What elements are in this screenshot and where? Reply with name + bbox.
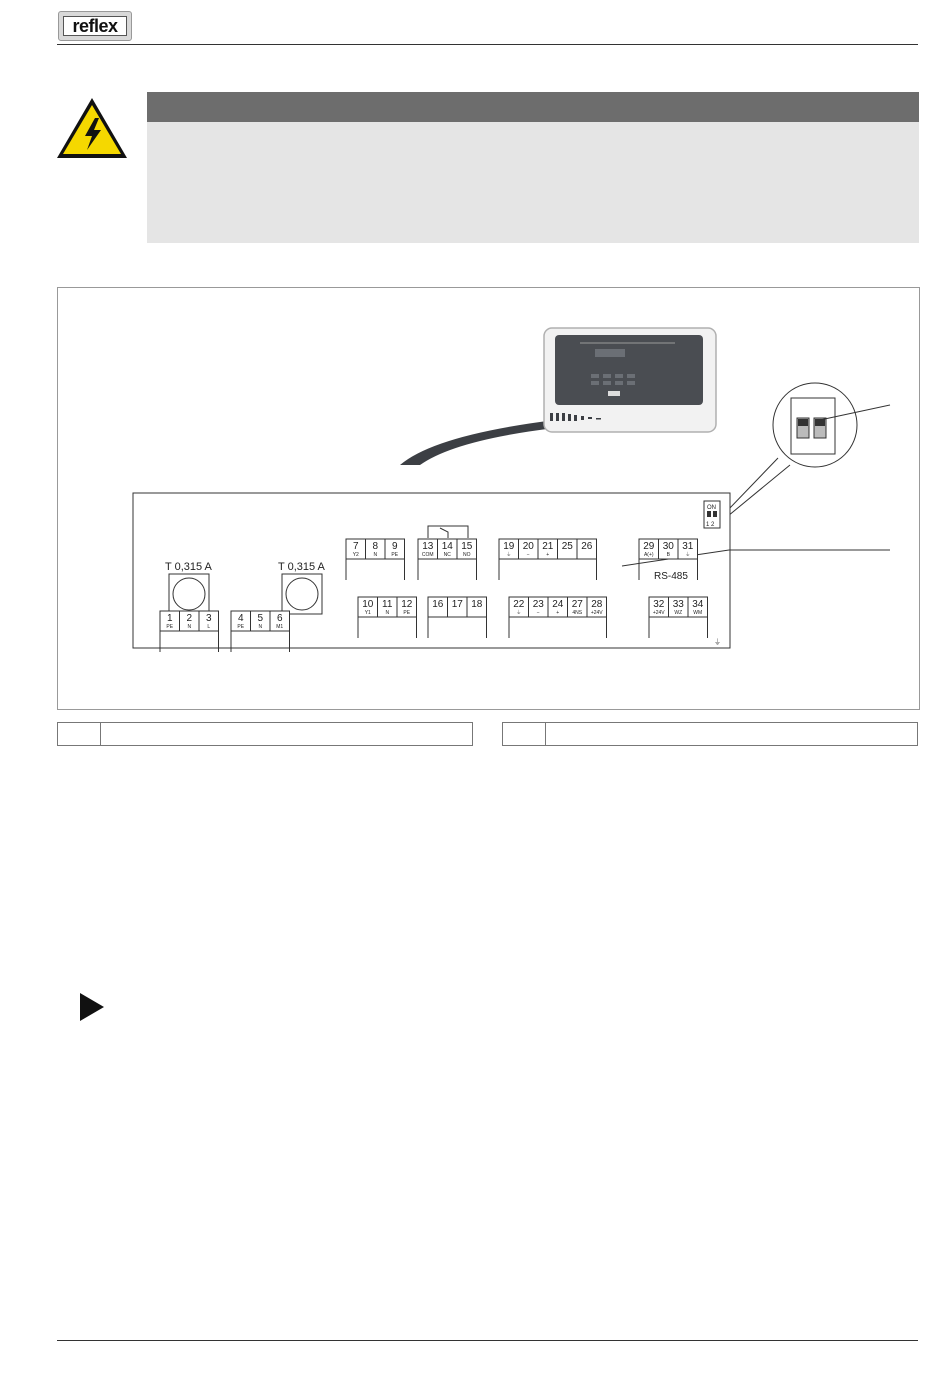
terminal-label: +24V (652, 610, 665, 616)
terminal-label: COM (421, 552, 434, 558)
terminal-number: 33 (672, 599, 684, 610)
fuse-right-label: T 0,315 A (278, 561, 325, 573)
terminal-number: 11 (382, 599, 393, 610)
terminal-number: 4 (237, 613, 244, 624)
terminal-number: 26 (581, 541, 593, 552)
terminal-label: PE (166, 624, 174, 630)
terminal-number: 12 (401, 599, 413, 610)
terminal-label: B (666, 552, 670, 558)
terminal-number: 27 (571, 599, 583, 610)
terminal-label: ⏚ (685, 552, 691, 558)
terminal-label: WZ (674, 610, 683, 616)
terminal-number: 25 (561, 541, 573, 552)
terminal-label: + (556, 610, 560, 616)
terminal-number: 15 (461, 541, 473, 552)
terminal-number: 16 (432, 599, 444, 610)
terminal-label: N (373, 552, 378, 558)
terminal-label: L (207, 624, 211, 630)
terminal-label: N (258, 624, 263, 630)
terminal-number: 31 (682, 541, 694, 552)
ground-symbol: ⏚ (714, 639, 721, 646)
warning-body (147, 122, 919, 243)
terminal-number: 21 (542, 541, 554, 552)
terminal-label: − (536, 610, 540, 616)
terminal-number: 14 (441, 541, 453, 552)
footer-rule (57, 1340, 918, 1341)
terminal-number: 34 (692, 599, 704, 610)
controller-unit-illustration (395, 325, 725, 470)
terminal-label: ⏚ (506, 552, 512, 558)
terminal-label: +24V (590, 610, 603, 616)
terminal-number: 6 (276, 613, 283, 624)
terminal-label: PE (391, 552, 399, 558)
dip-position-label: 1 2 (706, 522, 715, 528)
terminal-label: A(+) (643, 552, 654, 558)
terminal-number: 29 (643, 541, 655, 552)
terminal-label: PE (237, 624, 245, 630)
legend-number (503, 723, 546, 745)
terminal-label: NC (443, 552, 451, 558)
terminal-number: 7 (352, 541, 359, 552)
terminal-label: PE (403, 610, 411, 616)
high-voltage-warning-icon (55, 96, 129, 160)
terminal-label: Y2 (352, 552, 359, 558)
warning-header-bar (147, 92, 919, 122)
terminal-label: Y1 (364, 610, 371, 616)
legend-number (58, 723, 101, 745)
terminal-label: ⏚ (516, 610, 522, 616)
terminal-label: WM (693, 610, 703, 616)
terminal-number: 32 (653, 599, 665, 610)
terminal-label: N (187, 624, 192, 630)
terminal-number: 28 (591, 599, 603, 610)
terminal-number: 18 (471, 599, 483, 610)
terminal-label: 4NS (572, 610, 583, 616)
instruction-arrow-icon (80, 993, 104, 1021)
terminal-number: 9 (391, 541, 398, 552)
terminal-number: 30 (662, 541, 674, 552)
terminal-number: 10 (362, 599, 374, 610)
terminal-number: 1 (166, 613, 173, 624)
terminal-number: 24 (552, 599, 564, 610)
terminal-label: − (526, 552, 530, 558)
legend-cell-right (502, 722, 918, 746)
dip-on-label: ON (707, 505, 716, 511)
fuse-left-label: T 0,315 A (165, 561, 212, 573)
terminal-number: 2 (186, 613, 193, 624)
terminal-number: 20 (522, 541, 534, 552)
terminal-number: 17 (451, 599, 463, 610)
terminal-number: 8 (372, 541, 379, 552)
terminal-number: 22 (513, 599, 525, 610)
terminal-number: 13 (422, 541, 434, 552)
terminal-number: 5 (257, 613, 264, 624)
terminal-label: M1 (276, 624, 284, 630)
legend-cell-left (57, 722, 473, 746)
terminal-label: + (546, 552, 550, 558)
header-rule (57, 44, 918, 45)
terminal-number: 23 (532, 599, 544, 610)
logo-text: reflex (63, 16, 127, 36)
terminal-number: 3 (205, 613, 212, 624)
reflex-logo (58, 11, 132, 41)
rs485-label: RS-485 (654, 571, 688, 582)
terminal-label: N (385, 610, 390, 616)
terminal-label: NO (463, 552, 471, 558)
terminal-number: 19 (503, 541, 515, 552)
terminal-board-diagram (132, 492, 892, 652)
